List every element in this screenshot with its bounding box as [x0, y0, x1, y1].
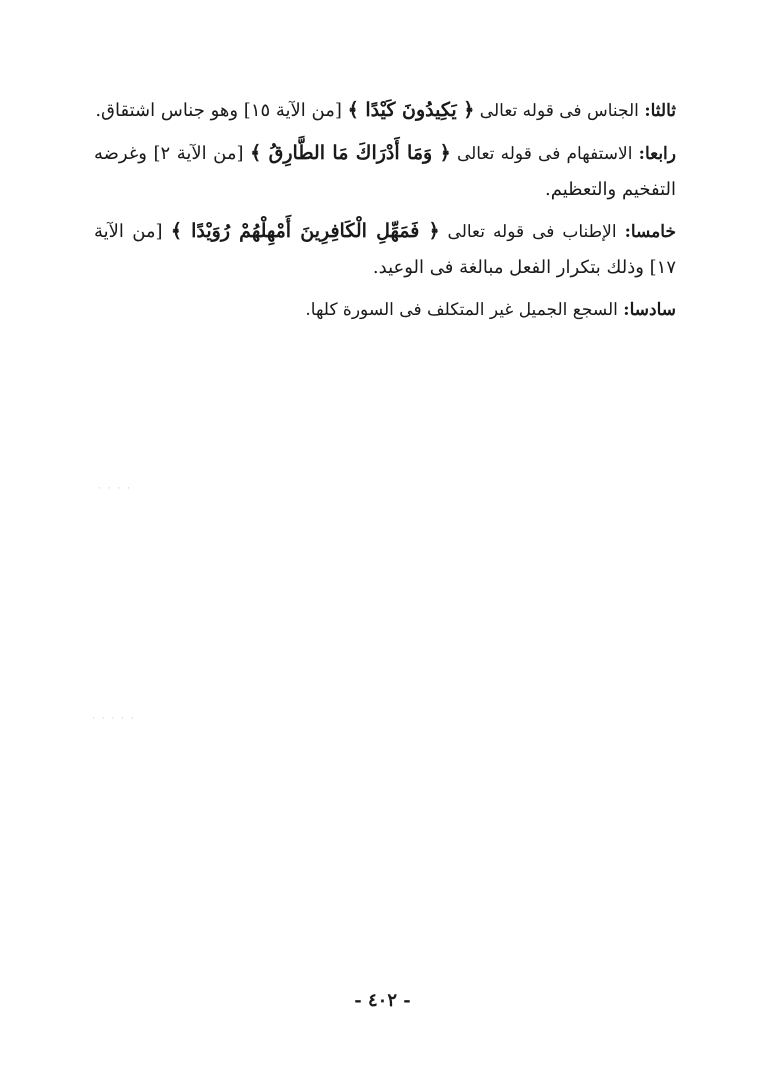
scan-speck: · · · ·: [98, 484, 133, 494]
paragraph-sixth: [94, 291, 676, 328]
paragraph-text: السجع الجميل غير المتكلف فى السورة كلها.: [305, 300, 624, 321]
quran-quote: ﴿ وَمَا أَدْرَاكَ مَا الطَّارِقُ ﴾: [250, 142, 451, 165]
paragraph-text: الاستفهام فى قوله تعالى: [450, 144, 639, 165]
paragraph-lead: ثالثا:: [644, 101, 676, 121]
paragraph-text: الإطناب فى قوله تعالى: [439, 222, 625, 243]
scan-speck: · · · · ·: [92, 714, 136, 724]
quran-quote: ﴿ فَمَهِّلِ الْكَافِرِينَ أَمْهِلْهُمْ رُوَيْدًا ﴾: [170, 220, 440, 243]
paragraph-fifth: [94, 213, 676, 285]
paragraph-fourth: [94, 135, 676, 207]
paragraph-lead: سادسا:: [623, 300, 676, 321]
paragraph-lead: خامسا:: [624, 222, 676, 243]
paragraph-text: [من الآية ٢] وغرضه التفخيم والتعظيم.: [94, 143, 676, 201]
paragraph-text: [من الآية ١٥] وهو جناس اشتقاق.: [95, 100, 348, 121]
paragraph-text: [من الآية ١٧] وذلك بتكرار الفعل مبالغة فى الوعيد.: [94, 221, 676, 279]
paragraph-lead: رابعا:: [638, 144, 676, 165]
paragraph-text: الجناس فى قوله تعالى: [474, 101, 645, 121]
body-text: [94, 92, 676, 334]
quran-quote: ﴿ يَكِيدُونَ كَيْدًا ﴾: [347, 99, 475, 121]
page-number: - ٤٠٢ -: [354, 990, 411, 1011]
paragraph-third: [94, 92, 676, 129]
